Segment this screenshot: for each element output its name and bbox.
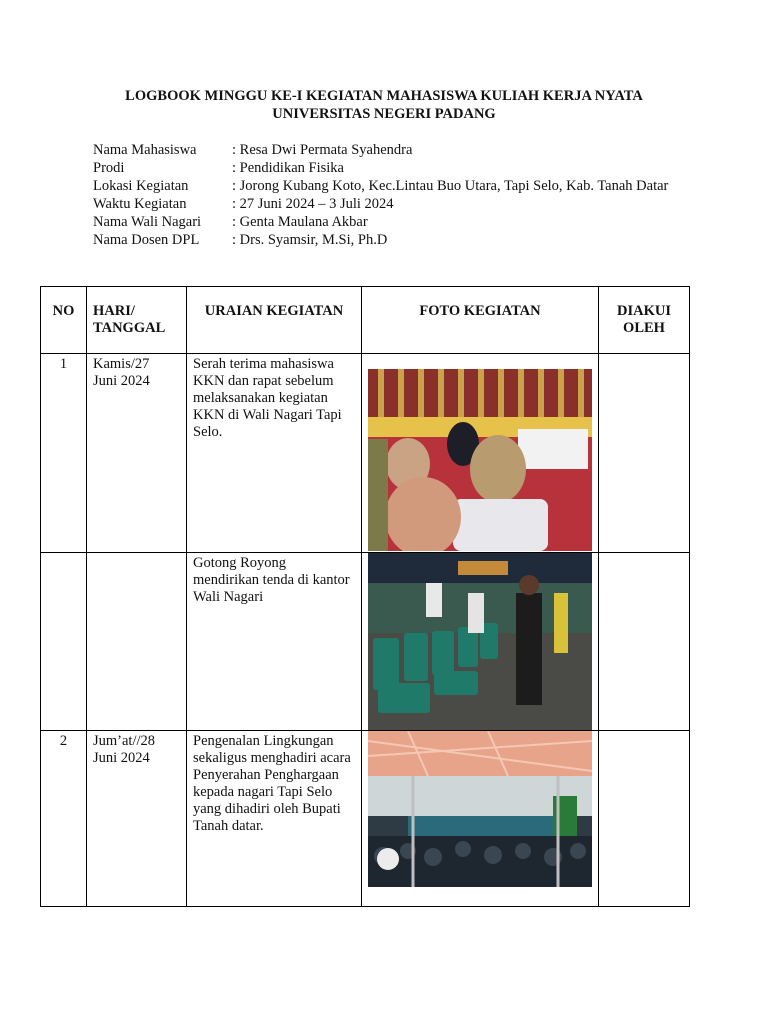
header-uraian — [187, 287, 362, 354]
info-row-location — [93, 177, 672, 195]
info-label: Prodi — [93, 160, 125, 176]
header-foto-text: FOTO KEGIATAN — [419, 303, 541, 319]
row-description-text: Gotong Royong mendirikan tenda di kantor Wali Nagari — [193, 555, 350, 605]
activity-photo-gotong-royong — [368, 553, 592, 730]
info-row-prodi — [93, 159, 672, 177]
row-no-text: 2 — [59, 733, 68, 749]
header-diakui-line2: OLEH — [623, 320, 665, 336]
row-description — [187, 553, 362, 731]
title-line-2: UNIVERSITAS NEGERI PADANG — [272, 106, 496, 122]
info-row-time — [93, 195, 672, 213]
row-no-text: 1 — [59, 356, 68, 372]
header-hari-line2: TANGGAL — [93, 320, 166, 336]
student-info — [93, 141, 672, 249]
info-row-name — [93, 141, 672, 159]
activity-photo-ceremony — [368, 731, 592, 887]
row-description — [187, 731, 362, 907]
row-no — [41, 553, 87, 731]
info-label: Nama Wali Nagari — [93, 214, 202, 230]
info-value: : Pendidikan Fisika — [232, 160, 344, 176]
row-diakui — [599, 731, 690, 907]
info-row-dosen — [93, 231, 672, 249]
row-photo — [362, 553, 599, 731]
row-description-text: Pengenalan Lingkungan sekaligus menghadiri acara Penyerahan Penghargaan kepada nagari Tapi Selo yang dihadiri oleh Bupati Tanah datar. — [193, 733, 351, 834]
row-date — [87, 553, 187, 731]
info-value: : 27 Juni 2024 – 3 Juli 2024 — [232, 196, 394, 212]
header-no-text: NO — [52, 303, 75, 319]
header-hari-line1: HARI/ — [93, 303, 135, 319]
table-row — [41, 731, 690, 907]
activity-photo-meeting — [368, 369, 592, 551]
info-label: Nama Dosen DPL — [93, 232, 200, 248]
row-diakui-text — [599, 553, 689, 557]
row-no — [41, 731, 87, 907]
row-date-line2: Juni 2024 — [93, 373, 150, 389]
logbook-table — [40, 286, 690, 907]
row-no-text — [41, 553, 86, 557]
header-no — [41, 287, 87, 354]
row-date-line2: Juni 2024 — [93, 750, 150, 766]
header-diakui-line1: DIAKUI — [617, 303, 671, 319]
table-row — [41, 354, 690, 553]
document-title — [60, 87, 708, 123]
row-diakui-text — [599, 731, 689, 735]
row-photo — [362, 731, 599, 907]
row-description-text: Serah terima mahasiswa KKN dan rapat sebelum melaksanakan kegiatan KKN di Wali Nagari Tapi Selo. — [193, 356, 342, 440]
header-foto — [362, 287, 599, 354]
info-value: : Drs. Syamsir, M.Si, Ph.D — [232, 232, 388, 248]
row-date-line1: Jum’at//28 — [93, 733, 156, 749]
info-label: Lokasi Kegiatan — [93, 178, 189, 194]
info-label: Waktu Kegiatan — [93, 196, 187, 212]
info-value: : Jorong Kubang Koto, Kec.Lintau Buo Utara, Tapi Selo, Kab. Tanah Datar — [232, 178, 669, 194]
info-row-wali-nagari — [93, 213, 672, 231]
row-diakui-text — [599, 354, 689, 358]
header-diakui — [599, 287, 690, 354]
row-diakui — [599, 354, 690, 553]
info-value: : Genta Maulana Akbar — [232, 214, 368, 230]
row-date-line1: Kamis/27 — [93, 356, 150, 372]
info-value: : Resa Dwi Permata Syahendra — [232, 142, 413, 158]
row-no — [41, 354, 87, 553]
table-header-row — [41, 287, 690, 354]
row-description — [187, 354, 362, 553]
table-row — [41, 553, 690, 731]
header-uraian-text: URAIAN KEGIATAN — [204, 303, 344, 319]
header-hari-tanggal — [87, 287, 187, 354]
row-date — [87, 354, 187, 553]
info-label: Nama Mahasiswa — [93, 142, 197, 158]
row-photo — [362, 354, 599, 553]
row-diakui — [599, 553, 690, 731]
row-date — [87, 731, 187, 907]
title-line-1: LOGBOOK MINGGU KE-I KEGIATAN MAHASISWA KULIAH KERJA NYATA — [125, 88, 643, 104]
